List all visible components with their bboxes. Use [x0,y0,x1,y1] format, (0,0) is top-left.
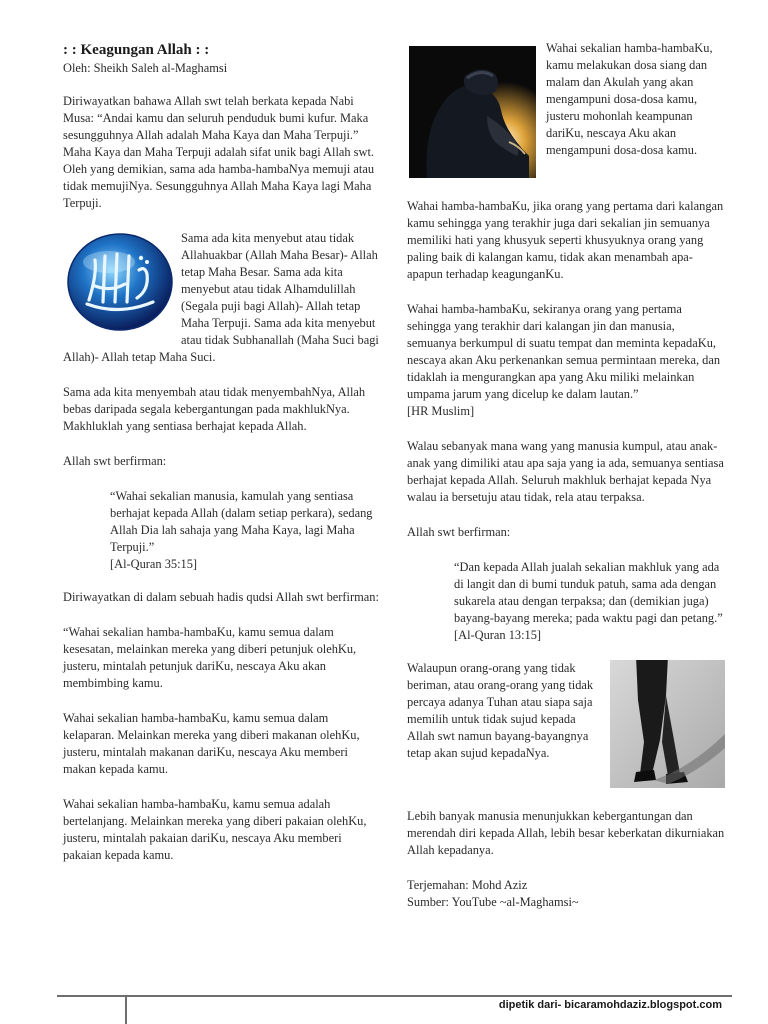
footer-divider-tick [125,995,127,1024]
shadow-block [407,660,725,792]
left-paragraph-5: Diriwayatkan di dalam sebuah hadis qudsi Allah swt berfirman: [63,589,379,604]
right-paragraph-1: Wahai sekalian hamba-hambaKu, kamu melakukan dosa siang dan malam dan Akulah yang akan mengampuni dosa-dosa kamu, justeru mohonlah keampunan dariKu, nescaya Aku akan mengampuni dosa-dosa kamu. [546,41,713,157]
right-paragraph-7: Lebih banyak manusia menunjukkan kebergantungan dan merendah diri kepada Allah, lebih besar keberkatan dikurniakan Allah kepadanya. [407,808,725,857]
left-paragraph-8: Wahai sekalian hamba-hambaKu, kamu semua adalah bertelanjang. Melainkan mereka yang diberi pakaian olehKu, justeru, mintalah pakaian dariKu, nescaya Aku memberi pakaian kepada kamu. [63,796,367,862]
calligraphy-emblem-image [67,232,173,332]
right-paragraph-4: Walau sebanyak mana wang yang manusia kumpul, atau anak-anak yang dimiliki atau apa saja yang ia ada, semuanya sentiasa berhajat kepada Allah. Seluruh makhluk berhajat kepada Nya walau ia bersetuju atau tidak, rela atau terpaksa. [407,438,724,504]
quote-text: “Dan kepada Allah jualah sekalian makhluk yang ada di langit dan di bumi tunduk patuh, sama ada dengan sukarela atau dengan terpaksa; dan (demikian juga) bayang-bayang mereka; pada waktu pagi dan petang.” [454,559,723,625]
translator-credit: Terjemahan: Mohd Aziz [407,877,528,892]
source-credit: Sumber: YouTube ~al-Maghamsi~ [407,894,579,909]
footer-rule [57,995,732,997]
article-byline: Oleh: Sheikh Saleh al-Maghamsi [63,61,228,76]
left-paragraph-2: Sama ada kita menyebut atau tidak Allahuakbar (Allah Maha Besar)- Allah tetap Maha Besar. Sama ada kita menyebut atau tidak Alhamdulillah (Segala puji bagi Allah)- Allah tetap Maha Terpuji. Sama ada kita menyebut atau tidak Subhanallah (Maha Suci bagi Allah)- Allah tetap Maha Suci. [63,231,379,365]
right-paragraph-3: Wahai hamba-hambaKu, sekiranya orang yang pertama sehingga yang terakhir dari kalangan jin dan manusia, semuanya berkumpul di suatu tempat dan meminta kepadaKu, nescaya akan Aku perkenankan semua permintaan mereka, dan tidaklah ia mengurangkan apa yang Aku miliki melainkan umpama jarum yang dicelup ke dalam lautan.” [407,301,721,401]
footer-source-text: dipetik dari- bicaramohdaziz.blogspot.com [498,999,722,1011]
right-paragraph-5: Allah swt berfirman: [407,524,511,539]
walking-shadow-image [610,660,725,788]
right-paragraph-6: Walaupun orang-orang yang tidak beriman, atau orang-orang yang tidak percaya adanya Tuhan atau siapa saja memilih untuk tidak sujud kepada Allah swt namun bayang-bayangnya tetap akan sujud kepadaNya. [407,660,594,760]
left-paragraph-1: Diriwayatkan bahawa Allah swt telah berkata kepada Nabi Musa: “Andai kamu dan seluruh penduduk bumi kufur. Maka sesungguhnya Allah adalah Maha Kaya dan Maha Terpuji.” Maha Kaya dan Maha Terpuji adalah sifat unik bagi Allah swt. Oleh yang demikian, sama ada hamba-hambaNya memuji atau tidak memujiNya. Sesungguhnya Allah Maha Kaya lagi Maha Terpuji. [63,94,375,211]
left-column [63,40,381,882]
quote-source: [Al-Quran 35:15] [110,556,198,571]
right-paragraph-2: Wahai hamba-hambaKu, jika orang yang pertama dari kalangan kamu sehingga yang terakhir juga dari sekalian jin semuanya memiliki hati yang khusyuk seperti khusyuknya orang yang paling baik di kalangan kamu, tidak akan menambah apa-apapun terhadap keagunganKu. [407,199,724,281]
left-paragraph-4: Allah swt berfirman: [63,453,167,468]
hadith-source: [HR Muslim] [407,403,475,418]
right-column [407,40,725,911]
praying-person-image [409,46,536,178]
left-paragraph-7: Wahai sekalian hamba-hambaKu, kamu semua dalam kelaparan. Melainkan mereka yang diberi makanan olehKu, justeru, mintalah makanan dariKu, nescaya Aku memberi makan kepada kamu. [63,710,360,776]
prayer-block [407,40,725,182]
left-paragraph-3: Sama ada kita menyembah atau tidak menyembahNya, Allah bebas daripada segala kebergantungan pada makhlukNya. Makhluklah yang sentiasa berhajat kepada Allah. [63,385,366,433]
quote-source: [Al-Quran 13:15] [454,627,542,642]
calligraphy-block [63,230,381,366]
quran-quote-13-15 [454,559,725,644]
left-paragraph-6: “Wahai sekalian hamba-hambaKu, kamu semua dalam kesesatan, melainkan mereka yang diberi petunjuk olehKu, justeru, mintalah petunjuk dariKu, nescaya Aku akan membimbing kamu. [63,624,357,690]
article-title: : : Keagungan Allah : : [63,42,210,58]
quran-quote-35-15 [110,488,381,573]
credits [407,877,725,911]
quote-text: “Wahai sekalian manusia, kamulah yang sentiasa berhajat kepada Allah (dalam setiap perkara), sedang Allah Dia lah sahaja yang Maha Kaya, lagi Maha Terpuji.” [110,488,373,554]
